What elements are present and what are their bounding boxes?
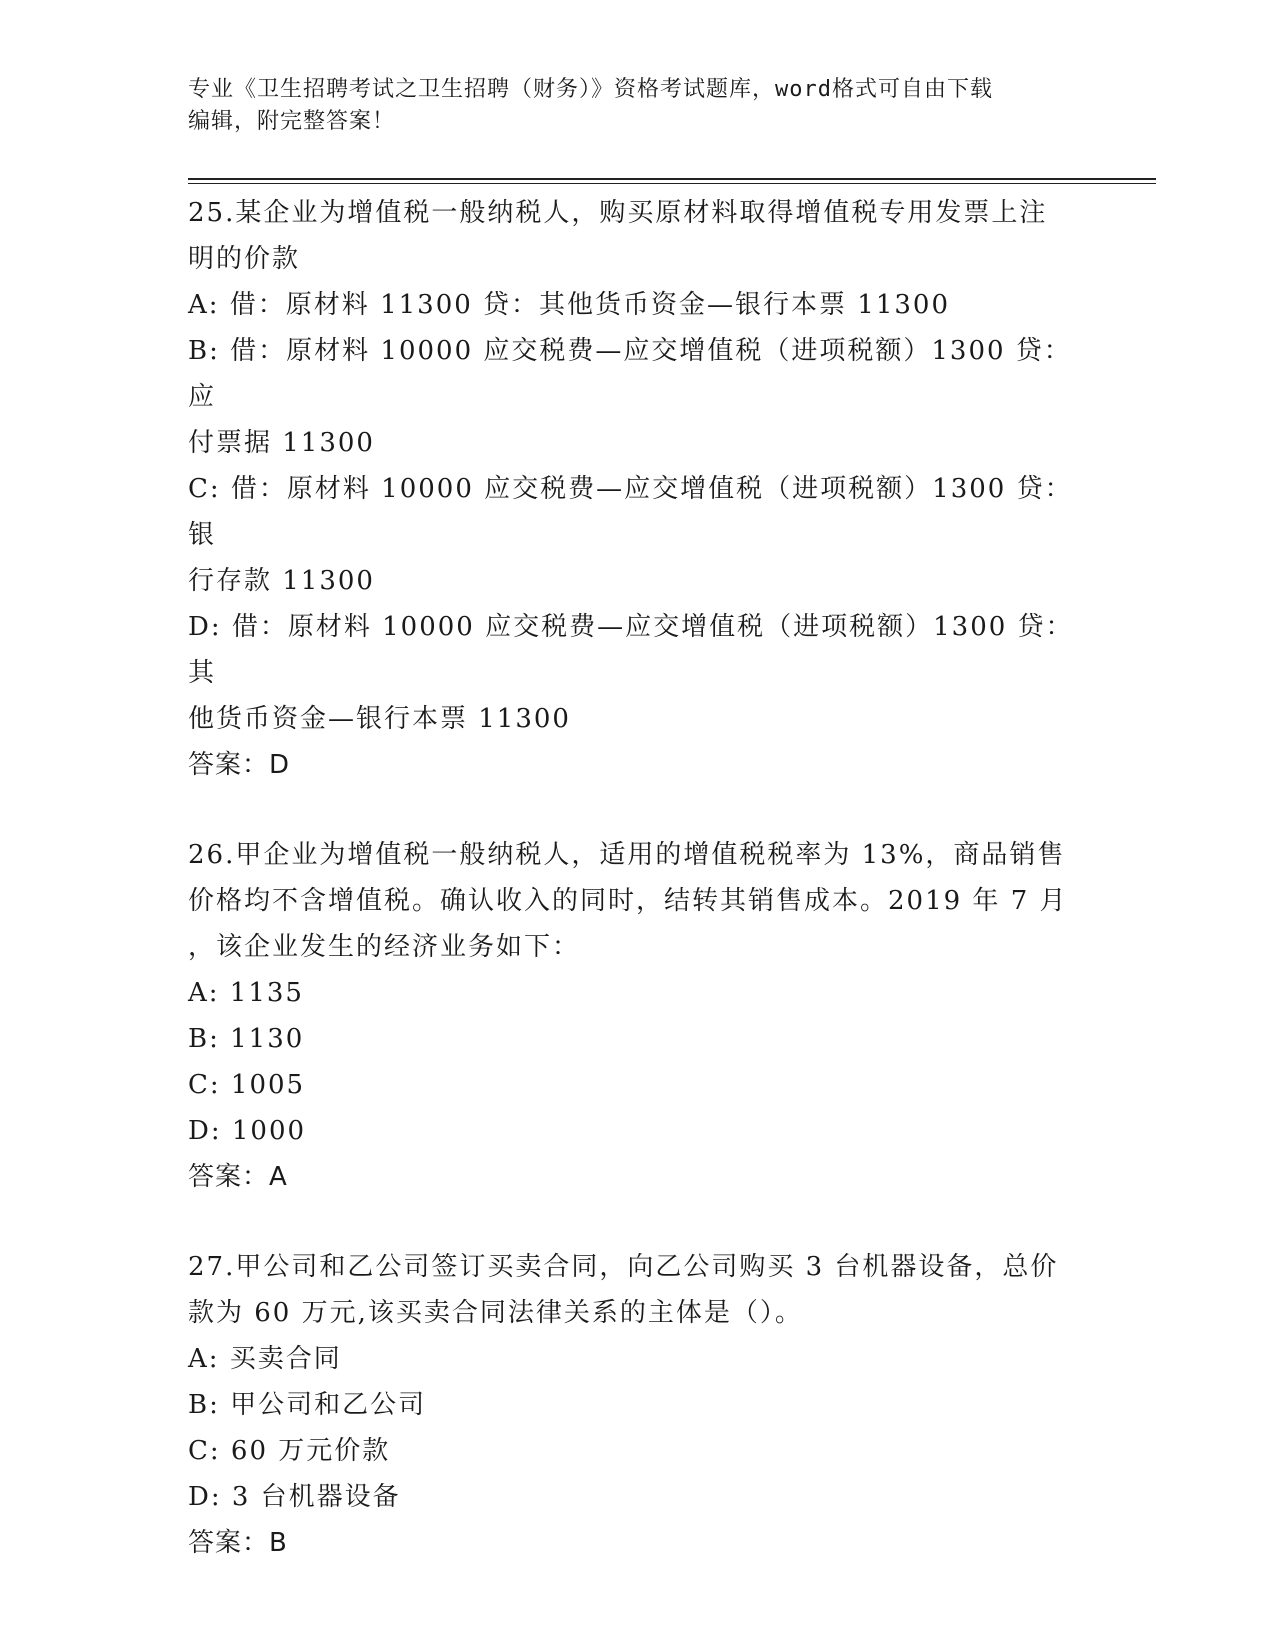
answer: 答案：D [188, 750, 291, 780]
question-26 [188, 832, 1088, 1200]
option-d-continued: 他货币资金—银行本票 11300 [188, 704, 571, 734]
option-a: A: 1135 [188, 978, 304, 1008]
answer: 答案：A [188, 1162, 288, 1192]
option-d: D: 借：原材料 10000 应交税费—应交增值税（进项税额）1300 贷：其 [188, 612, 1074, 688]
question-text-line: 26.甲企业为增值税一般纳税人，适用的增值税税率为 13%，商品销售 [188, 840, 1066, 870]
question-text-line: 25.某企业为增值税一般纳税人，购买原材料取得增值税专用发票上注 [188, 198, 1048, 228]
question-text-line: 明的价款 [188, 244, 301, 274]
option-b: B: 借：原材料 10000 应交税费—应交增值税（进项税额）1300 贷：应 [188, 336, 1072, 412]
option-b: B: 甲公司和乙公司 [188, 1390, 427, 1420]
document-header [188, 74, 1088, 138]
answer: 答案：B [188, 1528, 288, 1558]
option-c-continued: 行存款 11300 [188, 566, 375, 596]
question-27 [188, 1244, 1088, 1566]
header-line-1: 专业《卫生招聘考试之卫生招聘（财务）》资格考试题库，word格式可自由下载 [188, 77, 993, 102]
question-text-line: 价格均不含增值税。确认收入的同时，结转其销售成本。2019 年 7 月 [188, 886, 1068, 916]
question-text-line: ，该企业发生的经济业务如下： [188, 932, 581, 962]
option-d: D: 3 台机器设备 [188, 1482, 401, 1512]
question-text-line: 款为 60 万元,该买卖合同法律关系的主体是（）。 [188, 1298, 803, 1328]
header-divider-thick [188, 178, 1156, 180]
option-b-continued: 付票据 11300 [188, 428, 375, 458]
option-c: C: 60 万元价款 [188, 1436, 391, 1466]
question-text-line: 27.甲公司和乙公司签订买卖合同，向乙公司购买 3 台机器设备，总价 [188, 1252, 1059, 1282]
option-c: C: 1005 [188, 1070, 306, 1100]
question-list [188, 190, 1088, 1610]
header-line-2: 编辑，附完整答案！ [188, 109, 396, 134]
option-d: D: 1000 [188, 1116, 307, 1146]
option-a: A: 借：原材料 11300 贷：其他货币资金—银行本票 11300 [188, 290, 951, 320]
option-a: A: 买卖合同 [188, 1344, 342, 1374]
question-25 [188, 190, 1088, 788]
option-b: B: 1130 [188, 1024, 305, 1054]
option-c: C: 借：原材料 10000 应交税费—应交增值税（进项税额）1300 贷：银 [188, 474, 1073, 550]
header-divider-thin [188, 183, 1156, 184]
